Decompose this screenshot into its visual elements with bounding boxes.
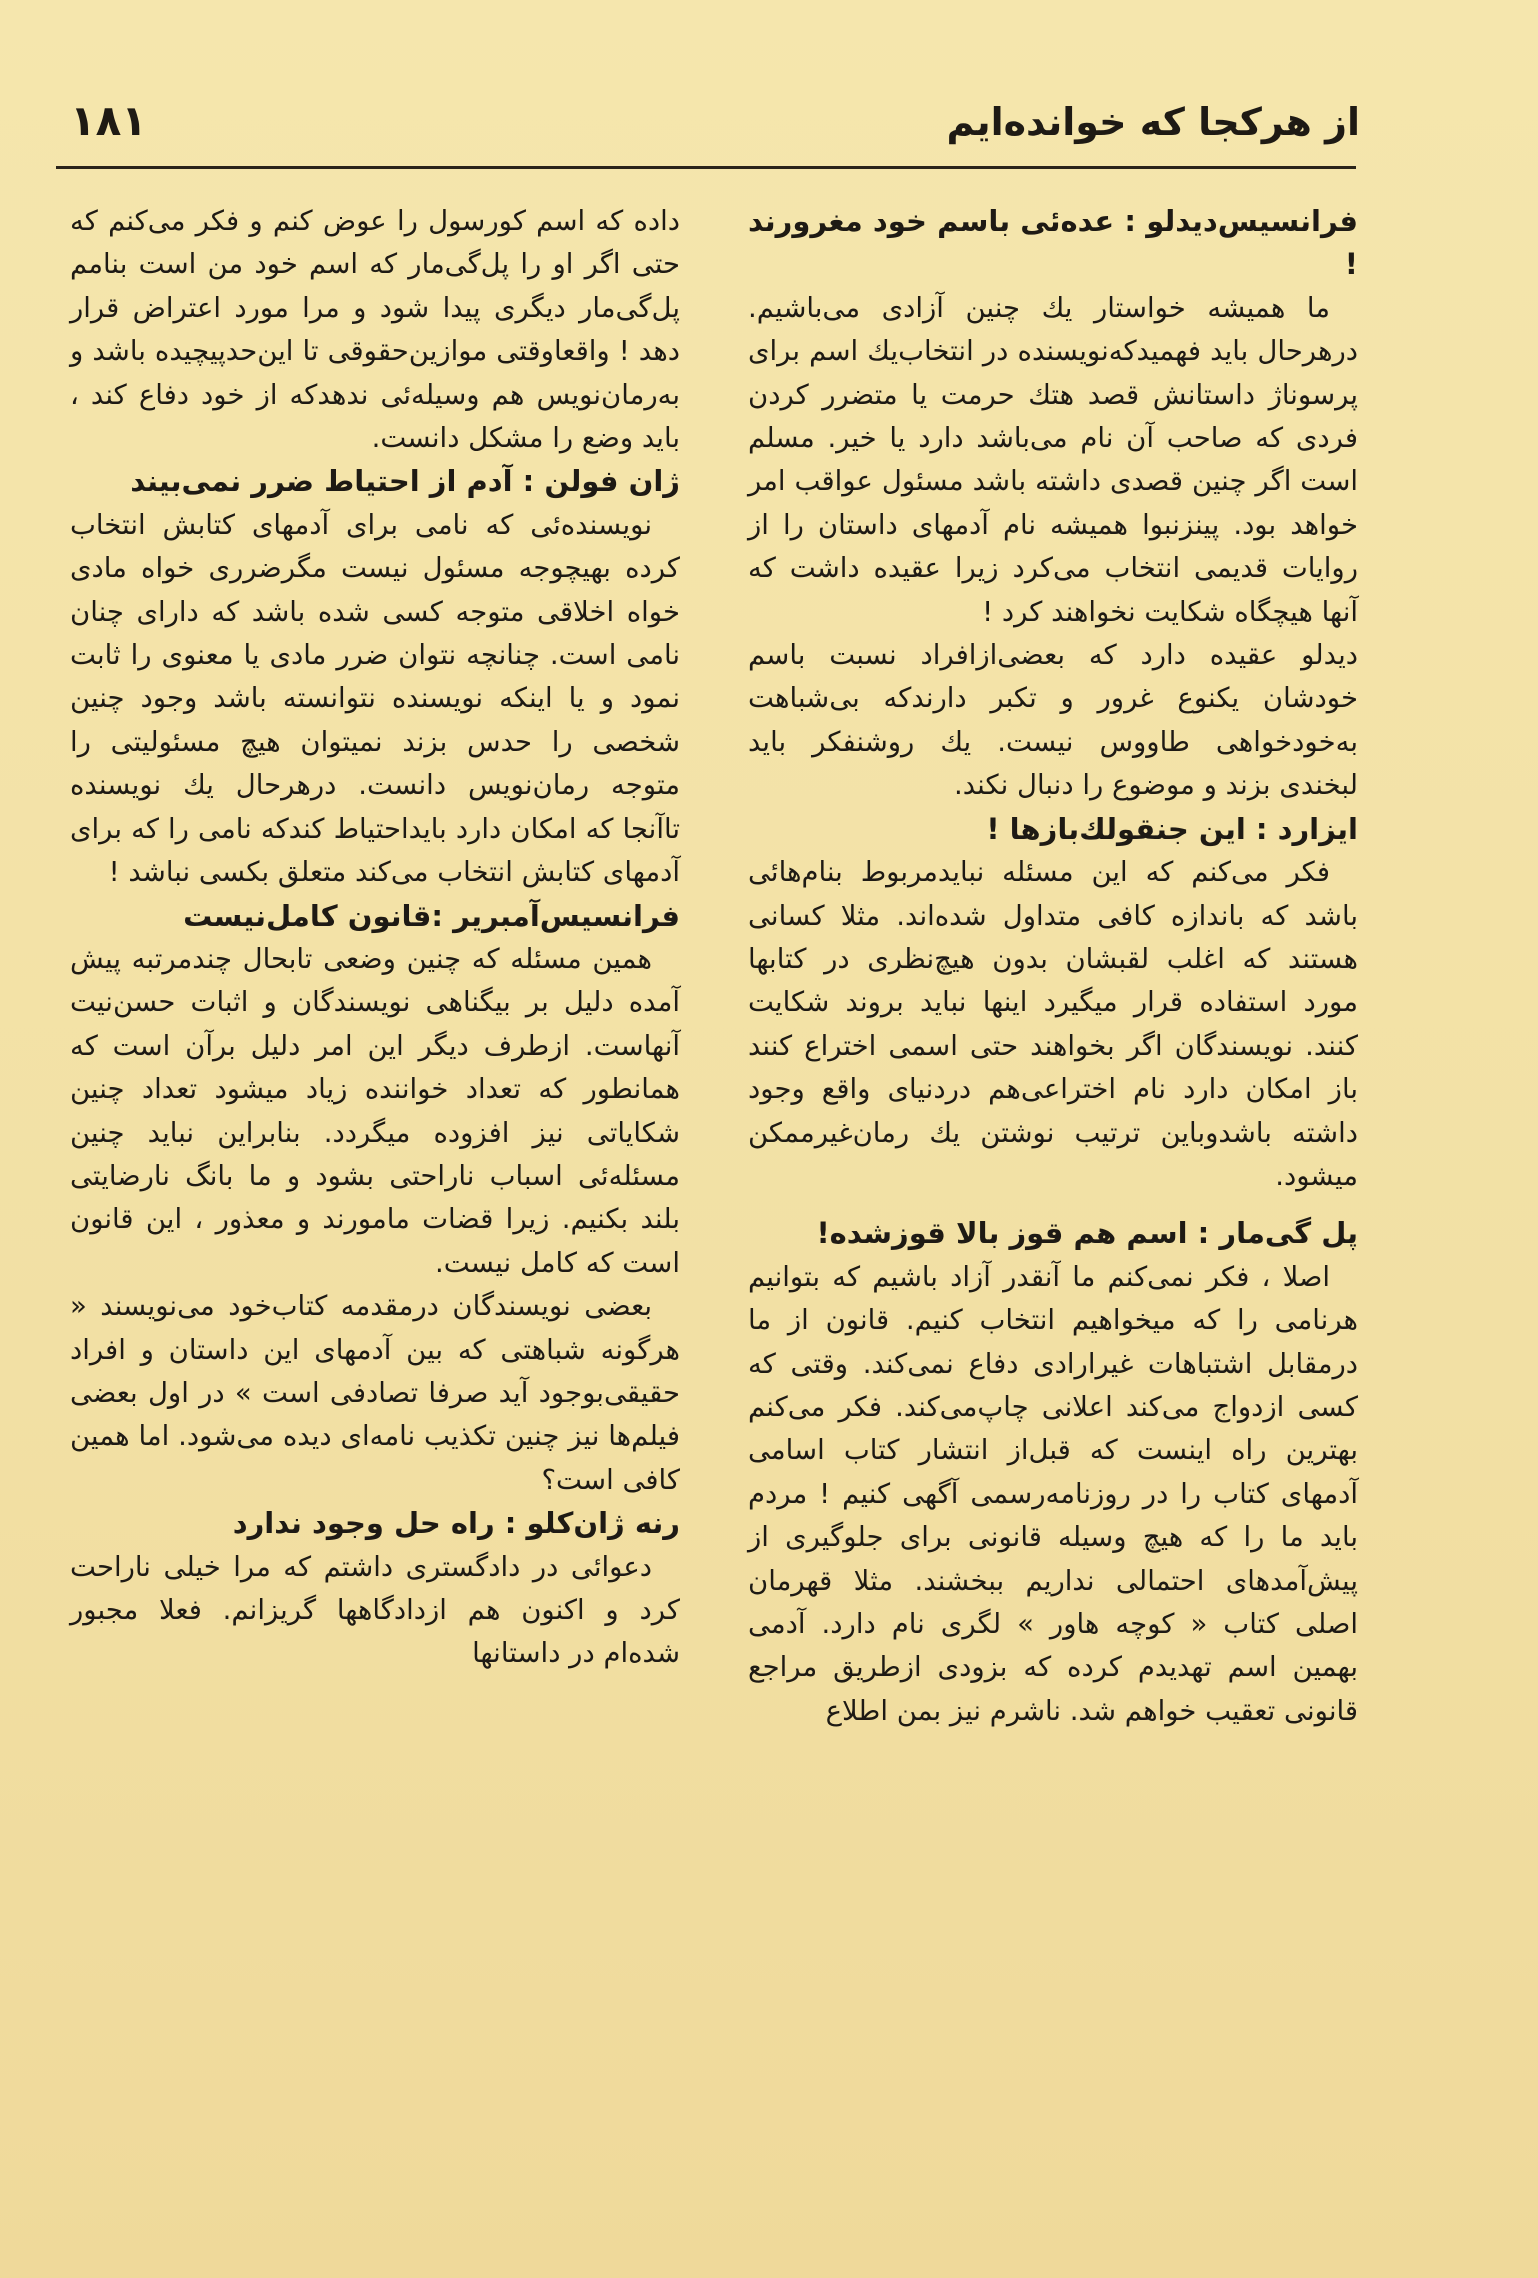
paragraph: دعوائی در دادگستری داشتم که مرا خیلی ناراحت کرد و اکنون هم ازدادگاهها گریزانم. فعلا مجبور شده‌ام در داستانها — [70, 1550, 680, 1670]
paragraph: فکر می‌کنم که این مسئله نبایدمربوط بنام‌هائی باشد که باندازه کافی متداول شده‌اند. مثلا کسانی هستند که اغلب لقبشان بدون هیچ‌نظری در کتابها مورد استفاده قرار میگیرد اینها نباید بروند شکایت کنند. نویسندگان اگر بخواهند حتی اسمی اختراع کنند باز امکان دارد نام اختراعی‌هم دردنیای واقع وجود داشته باشدوباین ترتیب نوشتن یك رمان‌غیرممکن میشود. — [748, 856, 1358, 1192]
section-heading: فرانسیس‌دیدلو : عده‌ئی باسم خود مغرورند ! — [748, 204, 1358, 282]
right-column — [748, 200, 1358, 1733]
section-heading: ژان فولن : آدم از احتیاط ضرر نمی‌بیند — [130, 464, 680, 499]
section-heading: فرانسیس‌آمبریر :قانون کامل‌نیست — [183, 898, 680, 933]
paragraph: اصلا ، فکر نمی‌کنم ما آنقدر آزاد باشیم که بتوانیم هرنامی را که میخواهیم انتخاب کنیم. قانون از ما درمقابل اشتباهات غیرارادی دفاع نمی‌کند. وقتی که کسی ازدواج می‌کند اعلانی چاپ‌می‌کند. فکر می‌کنم بهترین راه اینست که قبل‌از انتشار کتاب اسامی آدمهای کتاب را در روزنامه‌رسمی آگهی کنیم ! مردم باید ما را که هیچ وسیله قانونی برای جلوگیری از پیش‌آمدهای احتمالی نداریم ببخشند. مثلا قهرمان اصلی کتاب « کوچه هاور » لگری نام دارد. آدمی بهمین اسم تهدیدم کرده که بزودی ازطریق مراجع قانونی تعقیب خواهم شد. ناشرم نیز بمن اطلاع — [748, 1260, 1358, 1727]
section-heading: ایزارد : این جنقولك‌بازها ! — [986, 811, 1358, 846]
page-header — [70, 90, 1360, 160]
running-title: از هرکجا که خوانده‌ایم — [946, 100, 1360, 144]
section-heading: پل گی‌مار : اسم هم قوز بالا قوزشده! — [816, 1216, 1358, 1251]
left-column — [70, 200, 680, 1676]
paragraph: دیدلو عقیده دارد که بعضی‌ازافراد نسبت باسم خودشان یکنوع غرور و تکبر دارندکه بی‌شباهت به‌خودخواهی طاووس نیست. یك روشنفکر باید لبخندی بزند و موضوع را دنبال نکند. — [748, 639, 1358, 802]
page-number: ۱۸۱ — [70, 96, 147, 145]
section-heading: رنه ژان‌کلو : راه حل وجود ندارد — [232, 1506, 680, 1541]
paragraph: نویسنده‌ئی که نامی برای آدمهای کتابش انتخاب کرده بهیچوجه مسئول نیست مگرضرری خواه مادی خواه اخلاقی متوجه کسی شده باشد که دارای چنان نامی است. چنانچه نتوان ضرر مادی یا معنوی را ثابت نمود و یا اینکه نویسنده نتوانسته باشد وجود چنین شخصی را حدس بزند نمیتوان هیچ مسئولیتی را متوجه رمان‌نویس دانست. درهرحال یك نویسنده تاآنجا که امکان دارد بایداحتیاط کندکه نامی را که برای آدمهای کتابش انتخاب می‌کند متعلق بکسی نباشد ! — [70, 508, 680, 889]
paragraph: بعضی نویسندگان درمقدمه کتاب‌خود می‌نویسند « هرگونه شباهتی که بین آدمهای این داستان و افراد حقیقی‌بوجود آید صرفا تصادفی است » در اول بعضی فیلم‌ها نیز چنین تکذیب نامه‌ای دیده می‌شود. اما همین کافی است؟ — [70, 1290, 680, 1496]
spacer — [748, 1198, 1358, 1212]
paragraph: داده که اسم کورسول را عوض کنم و فکر می‌کنم که حتی اگر او را پل‌گی‌مار که اسم خود من است بنامم پل‌گی‌مار دیگری پیدا شود و مرا مورد اعتراض قرار دهد ! واقعاوقتی موازین‌حقوقی تا این‌حدپیچیده باشد و به‌رمان‌نویس هم وسیله‌ئی ندهدکه از خود دفاع کند ، باید وضع را مشکل دانست. — [70, 205, 680, 455]
header-rule — [56, 166, 1356, 169]
paragraph: همین مسئله که چنین وضعی تابحال چندمرتبه پیش آمده دلیل بر بیگناهی نویسندگان و اثبات حسن‌نیت آنهاست. ازطرف دیگر این امر دلیل برآن است که همانطور که تعداد خواننده زیاد میشود تعداد چنین شکایاتی نیز افزوده میگردد. بنابراین نباید چنین مسئله‌ئی اسباب ناراحتی بشود و ما بانگ نارضایتی بلند بکنیم. زیرا قضات مامورند و معذور ، این قانون است که کامل نیست. — [70, 942, 680, 1279]
paragraph: ما همیشه خواستار یك چنین آزادی می‌باشیم. درهرحال باید فهمیدکه‌نویسنده در انتخاب‌یك اسم برای پرسوناژ داستانش قصد هتك حرمت یا متضرر کردن فردی که صاحب آن نام می‌باشد دارد یا خیر. مسلم است اگر چنین قصدی داشته باشد مسئول عواقب امر خواهد بود. پینزنبوا همیشه نام آدمهای داستان را از روایات قدیمی انتخاب می‌کرد زیرا عقیده داشت که آنها هیچگاه شکایت نخواهند کرد ! — [748, 291, 1358, 628]
